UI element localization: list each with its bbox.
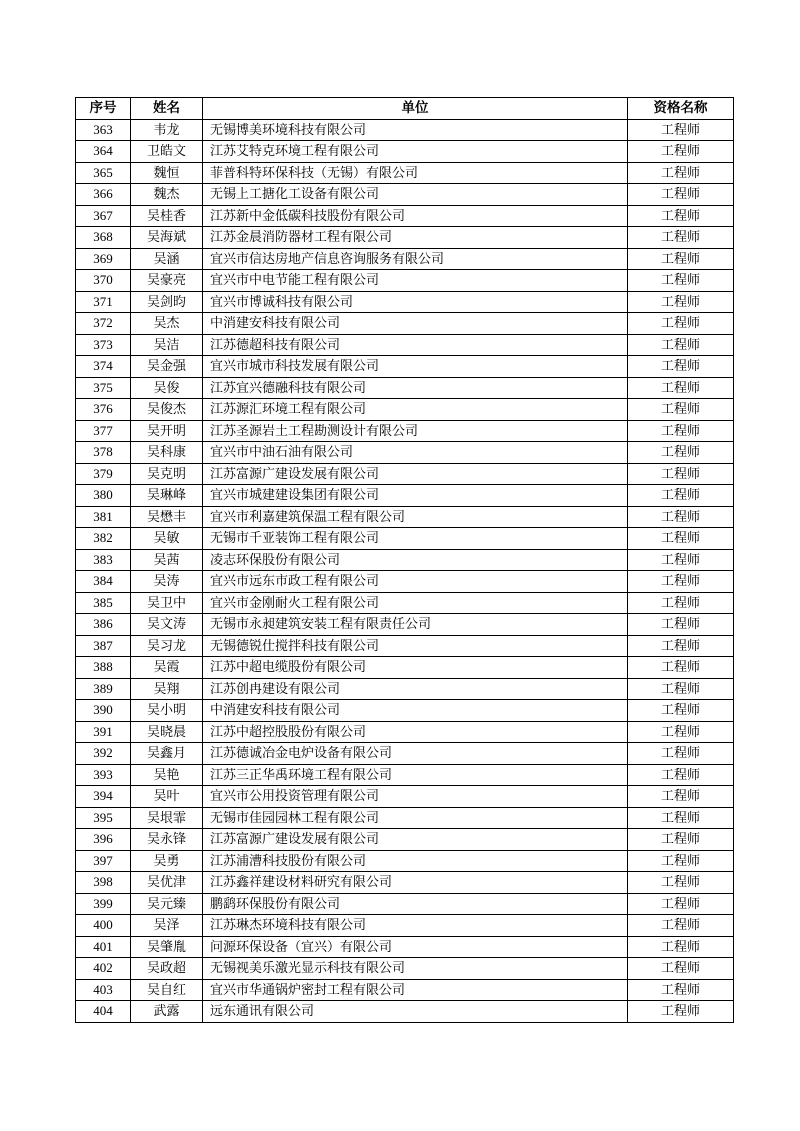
table-row bbox=[76, 764, 734, 786]
company-cell: 宜兴市中油石油有限公司 bbox=[203, 442, 628, 464]
company-cell: 江苏富源广建设发展有限公司 bbox=[203, 463, 628, 485]
qualification-cell: 工程师 bbox=[628, 807, 734, 829]
table-row bbox=[76, 614, 734, 636]
name-cell: 卫皓文 bbox=[131, 141, 203, 163]
name-cell: 吴晓晨 bbox=[131, 721, 203, 743]
serial-cell: 365 bbox=[76, 162, 131, 184]
table-row bbox=[76, 807, 734, 829]
table-row bbox=[76, 936, 734, 958]
table-row bbox=[76, 334, 734, 356]
serial-cell: 364 bbox=[76, 141, 131, 163]
qualification-cell: 工程师 bbox=[628, 463, 734, 485]
name-cell: 吴剑昀 bbox=[131, 291, 203, 313]
qualification-cell: 工程师 bbox=[628, 205, 734, 227]
company-cell: 江苏浦漕科技股份有限公司 bbox=[203, 850, 628, 872]
table-row bbox=[76, 205, 734, 227]
serial-cell: 386 bbox=[76, 614, 131, 636]
serial-cell: 367 bbox=[76, 205, 131, 227]
name-cell: 吴俊 bbox=[131, 377, 203, 399]
serial-cell: 368 bbox=[76, 227, 131, 249]
table-row bbox=[76, 119, 734, 141]
table-row bbox=[76, 893, 734, 915]
qualification-cell: 工程师 bbox=[628, 936, 734, 958]
serial-cell: 376 bbox=[76, 399, 131, 421]
serial-cell: 396 bbox=[76, 829, 131, 851]
company-cell: 宜兴市信达房地产信息咨询服务有限公司 bbox=[203, 248, 628, 270]
serial-cell: 371 bbox=[76, 291, 131, 313]
name-cell: 吴永锋 bbox=[131, 829, 203, 851]
table-row bbox=[76, 850, 734, 872]
qualification-cell: 工程师 bbox=[628, 958, 734, 980]
company-cell: 江苏金晨消防器材工程有限公司 bbox=[203, 227, 628, 249]
name-cell: 吴涵 bbox=[131, 248, 203, 270]
company-cell: 鹏鹞环保股份有限公司 bbox=[203, 893, 628, 915]
header-serial: 序号 bbox=[76, 98, 131, 120]
serial-cell: 403 bbox=[76, 979, 131, 1001]
name-cell: 吴桂香 bbox=[131, 205, 203, 227]
qualification-cell: 工程师 bbox=[628, 893, 734, 915]
name-cell: 吴金强 bbox=[131, 356, 203, 378]
qualification-cell: 工程师 bbox=[628, 743, 734, 765]
serial-cell: 385 bbox=[76, 592, 131, 614]
name-cell: 吴琳峰 bbox=[131, 485, 203, 507]
qualification-cell: 工程师 bbox=[628, 678, 734, 700]
qualification-cell: 工程师 bbox=[628, 657, 734, 679]
company-cell: 宜兴市博诚科技有限公司 bbox=[203, 291, 628, 313]
table-row bbox=[76, 979, 734, 1001]
serial-cell: 372 bbox=[76, 313, 131, 335]
company-cell: 菲普科特环保科技（无锡）有限公司 bbox=[203, 162, 628, 184]
serial-cell: 379 bbox=[76, 463, 131, 485]
company-cell: 无锡市佳园园林工程有限公司 bbox=[203, 807, 628, 829]
qualification-cell: 工程师 bbox=[628, 162, 734, 184]
name-cell: 吴肇胤 bbox=[131, 936, 203, 958]
company-cell: 宜兴市城市科技发展有限公司 bbox=[203, 356, 628, 378]
table-row bbox=[76, 485, 734, 507]
serial-cell: 393 bbox=[76, 764, 131, 786]
serial-cell: 382 bbox=[76, 528, 131, 550]
company-cell: 无锡视美乐激光显示科技有限公司 bbox=[203, 958, 628, 980]
name-cell: 吴自红 bbox=[131, 979, 203, 1001]
company-cell: 远东通讯有限公司 bbox=[203, 1001, 628, 1023]
name-cell: 魏恒 bbox=[131, 162, 203, 184]
serial-cell: 366 bbox=[76, 184, 131, 206]
table-row bbox=[76, 399, 734, 421]
qualification-cell: 工程师 bbox=[628, 549, 734, 571]
qualification-cell: 工程师 bbox=[628, 979, 734, 1001]
name-cell: 韦龙 bbox=[131, 119, 203, 141]
company-cell: 凌志环保股份有限公司 bbox=[203, 549, 628, 571]
qualification-table bbox=[75, 97, 734, 1023]
company-cell: 无锡博美环境科技有限公司 bbox=[203, 119, 628, 141]
serial-cell: 389 bbox=[76, 678, 131, 700]
serial-cell: 380 bbox=[76, 485, 131, 507]
serial-cell: 381 bbox=[76, 506, 131, 528]
qualification-cell: 工程师 bbox=[628, 141, 734, 163]
company-cell: 问源环保设备（宜兴）有限公司 bbox=[203, 936, 628, 958]
serial-cell: 387 bbox=[76, 635, 131, 657]
company-cell: 宜兴市城建建设集团有限公司 bbox=[203, 485, 628, 507]
table-row bbox=[76, 442, 734, 464]
serial-cell: 388 bbox=[76, 657, 131, 679]
table-row bbox=[76, 141, 734, 163]
company-cell: 江苏创冉建设有限公司 bbox=[203, 678, 628, 700]
qualification-cell: 工程师 bbox=[628, 119, 734, 141]
table-row bbox=[76, 592, 734, 614]
qualification-cell: 工程师 bbox=[628, 872, 734, 894]
serial-cell: 397 bbox=[76, 850, 131, 872]
qualification-cell: 工程师 bbox=[628, 442, 734, 464]
qualification-cell: 工程师 bbox=[628, 528, 734, 550]
header-name: 姓名 bbox=[131, 98, 203, 120]
qualification-cell: 工程师 bbox=[628, 377, 734, 399]
serial-cell: 398 bbox=[76, 872, 131, 894]
table-row bbox=[76, 657, 734, 679]
table-row bbox=[76, 227, 734, 249]
table-row bbox=[76, 571, 734, 593]
table-header bbox=[76, 98, 734, 120]
table-row bbox=[76, 635, 734, 657]
qualification-cell: 工程师 bbox=[628, 399, 734, 421]
company-cell: 江苏鑫祥建设材料研究有限公司 bbox=[203, 872, 628, 894]
table-row bbox=[76, 270, 734, 292]
company-cell: 宜兴市华通锅炉密封工程有限公司 bbox=[203, 979, 628, 1001]
table-row bbox=[76, 872, 734, 894]
company-cell: 江苏琳杰环境科技有限公司 bbox=[203, 915, 628, 937]
name-cell: 吴艳 bbox=[131, 764, 203, 786]
table-row bbox=[76, 958, 734, 980]
qualification-cell: 工程师 bbox=[628, 635, 734, 657]
name-cell: 吴懋丰 bbox=[131, 506, 203, 528]
company-cell: 无锡市千亚装饰工程有限公司 bbox=[203, 528, 628, 550]
name-cell: 吴涛 bbox=[131, 571, 203, 593]
header-qualification: 资格名称 bbox=[628, 98, 734, 120]
company-cell: 江苏新中金低碳科技股份有限公司 bbox=[203, 205, 628, 227]
table-row bbox=[76, 915, 734, 937]
serial-cell: 373 bbox=[76, 334, 131, 356]
name-cell: 吴俊杰 bbox=[131, 399, 203, 421]
qualification-cell: 工程师 bbox=[628, 356, 734, 378]
table-row bbox=[76, 420, 734, 442]
table-row bbox=[76, 506, 734, 528]
company-cell: 江苏中超控股股份有限公司 bbox=[203, 721, 628, 743]
table-row bbox=[76, 248, 734, 270]
qualification-cell: 工程师 bbox=[628, 592, 734, 614]
company-cell: 宜兴市中电节能工程有限公司 bbox=[203, 270, 628, 292]
serial-cell: 400 bbox=[76, 915, 131, 937]
serial-cell: 383 bbox=[76, 549, 131, 571]
serial-cell: 377 bbox=[76, 420, 131, 442]
table-row bbox=[76, 829, 734, 851]
qualification-cell: 工程师 bbox=[628, 291, 734, 313]
serial-cell: 401 bbox=[76, 936, 131, 958]
table-row bbox=[76, 743, 734, 765]
name-cell: 吴文涛 bbox=[131, 614, 203, 636]
serial-cell: 374 bbox=[76, 356, 131, 378]
qualification-cell: 工程师 bbox=[628, 850, 734, 872]
company-cell: 江苏中超电缆股份有限公司 bbox=[203, 657, 628, 679]
qualification-cell: 工程师 bbox=[628, 700, 734, 722]
qualification-cell: 工程师 bbox=[628, 334, 734, 356]
qualification-cell: 工程师 bbox=[628, 184, 734, 206]
serial-cell: 370 bbox=[76, 270, 131, 292]
qualification-cell: 工程师 bbox=[628, 313, 734, 335]
company-cell: 宜兴市公用投资管理有限公司 bbox=[203, 786, 628, 808]
name-cell: 吴勇 bbox=[131, 850, 203, 872]
company-cell: 江苏艾特克环境工程有限公司 bbox=[203, 141, 628, 163]
name-cell: 吴优津 bbox=[131, 872, 203, 894]
serial-cell: 404 bbox=[76, 1001, 131, 1023]
name-cell: 吴叶 bbox=[131, 786, 203, 808]
qualification-cell: 工程师 bbox=[628, 420, 734, 442]
serial-cell: 384 bbox=[76, 571, 131, 593]
table-row bbox=[76, 700, 734, 722]
name-cell: 吴敏 bbox=[131, 528, 203, 550]
company-cell: 江苏源汇环境工程有限公司 bbox=[203, 399, 628, 421]
name-cell: 吴开明 bbox=[131, 420, 203, 442]
company-cell: 江苏富源广建设发展有限公司 bbox=[203, 829, 628, 851]
name-cell: 魏杰 bbox=[131, 184, 203, 206]
company-cell: 江苏德超科技有限公司 bbox=[203, 334, 628, 356]
table-row bbox=[76, 721, 734, 743]
name-cell: 吴豪亮 bbox=[131, 270, 203, 292]
serial-cell: 390 bbox=[76, 700, 131, 722]
serial-cell: 391 bbox=[76, 721, 131, 743]
serial-cell: 394 bbox=[76, 786, 131, 808]
serial-cell: 375 bbox=[76, 377, 131, 399]
qualification-cell: 工程师 bbox=[628, 1001, 734, 1023]
company-cell: 宜兴市远东市政工程有限公司 bbox=[203, 571, 628, 593]
name-cell: 吴习龙 bbox=[131, 635, 203, 657]
name-cell: 吴茜 bbox=[131, 549, 203, 571]
name-cell: 吴克明 bbox=[131, 463, 203, 485]
table-row bbox=[76, 356, 734, 378]
table-row bbox=[76, 549, 734, 571]
company-cell: 宜兴市利嘉建筑保温工程有限公司 bbox=[203, 506, 628, 528]
table-row bbox=[76, 184, 734, 206]
header-company: 单位 bbox=[203, 98, 628, 120]
company-cell: 宜兴市金刚耐火工程有限公司 bbox=[203, 592, 628, 614]
qualification-cell: 工程师 bbox=[628, 829, 734, 851]
company-cell: 无锡德锐仕搅拌科技有限公司 bbox=[203, 635, 628, 657]
name-cell: 吴科康 bbox=[131, 442, 203, 464]
qualification-cell: 工程师 bbox=[628, 764, 734, 786]
serial-cell: 363 bbox=[76, 119, 131, 141]
company-cell: 无锡市永昶建筑安装工程有限责任公司 bbox=[203, 614, 628, 636]
table-row bbox=[76, 528, 734, 550]
company-cell: 中消建安科技有限公司 bbox=[203, 313, 628, 335]
table-row bbox=[76, 786, 734, 808]
name-cell: 吴泽 bbox=[131, 915, 203, 937]
name-cell: 吴元臻 bbox=[131, 893, 203, 915]
table-row bbox=[76, 313, 734, 335]
name-cell: 吴鑫月 bbox=[131, 743, 203, 765]
table-row bbox=[76, 291, 734, 313]
serial-cell: 378 bbox=[76, 442, 131, 464]
qualification-cell: 工程师 bbox=[628, 227, 734, 249]
qualification-cell: 工程师 bbox=[628, 270, 734, 292]
company-cell: 江苏宜兴德融科技有限公司 bbox=[203, 377, 628, 399]
qualification-cell: 工程师 bbox=[628, 506, 734, 528]
table-row bbox=[76, 162, 734, 184]
company-cell: 江苏德诚冶金电炉设备有限公司 bbox=[203, 743, 628, 765]
company-cell: 中消建安科技有限公司 bbox=[203, 700, 628, 722]
table-row bbox=[76, 678, 734, 700]
record-table-body bbox=[76, 119, 734, 1022]
name-cell: 吴洁 bbox=[131, 334, 203, 356]
table-row bbox=[76, 463, 734, 485]
name-cell: 武露 bbox=[131, 1001, 203, 1023]
company-cell: 江苏三正华禹环境工程有限公司 bbox=[203, 764, 628, 786]
serial-cell: 399 bbox=[76, 893, 131, 915]
serial-cell: 392 bbox=[76, 743, 131, 765]
name-cell: 吴卫中 bbox=[131, 592, 203, 614]
name-cell: 吴翔 bbox=[131, 678, 203, 700]
company-cell: 江苏圣源岩土工程勘测设计有限公司 bbox=[203, 420, 628, 442]
qualification-cell: 工程师 bbox=[628, 248, 734, 270]
qualification-cell: 工程师 bbox=[628, 915, 734, 937]
name-cell: 吴海斌 bbox=[131, 227, 203, 249]
qualification-cell: 工程师 bbox=[628, 571, 734, 593]
company-cell: 无锡上工搪化工设备有限公司 bbox=[203, 184, 628, 206]
header-row bbox=[76, 98, 734, 120]
qualification-cell: 工程师 bbox=[628, 786, 734, 808]
qualification-cell: 工程师 bbox=[628, 614, 734, 636]
serial-cell: 369 bbox=[76, 248, 131, 270]
name-cell: 吴杰 bbox=[131, 313, 203, 335]
table-row bbox=[76, 1001, 734, 1023]
serial-cell: 395 bbox=[76, 807, 131, 829]
qualification-cell: 工程师 bbox=[628, 485, 734, 507]
name-cell: 吴政超 bbox=[131, 958, 203, 980]
name-cell: 吴垠霏 bbox=[131, 807, 203, 829]
name-cell: 吴霞 bbox=[131, 657, 203, 679]
name-cell: 吴小明 bbox=[131, 700, 203, 722]
serial-cell: 402 bbox=[76, 958, 131, 980]
qualification-cell: 工程师 bbox=[628, 721, 734, 743]
table-row bbox=[76, 377, 734, 399]
